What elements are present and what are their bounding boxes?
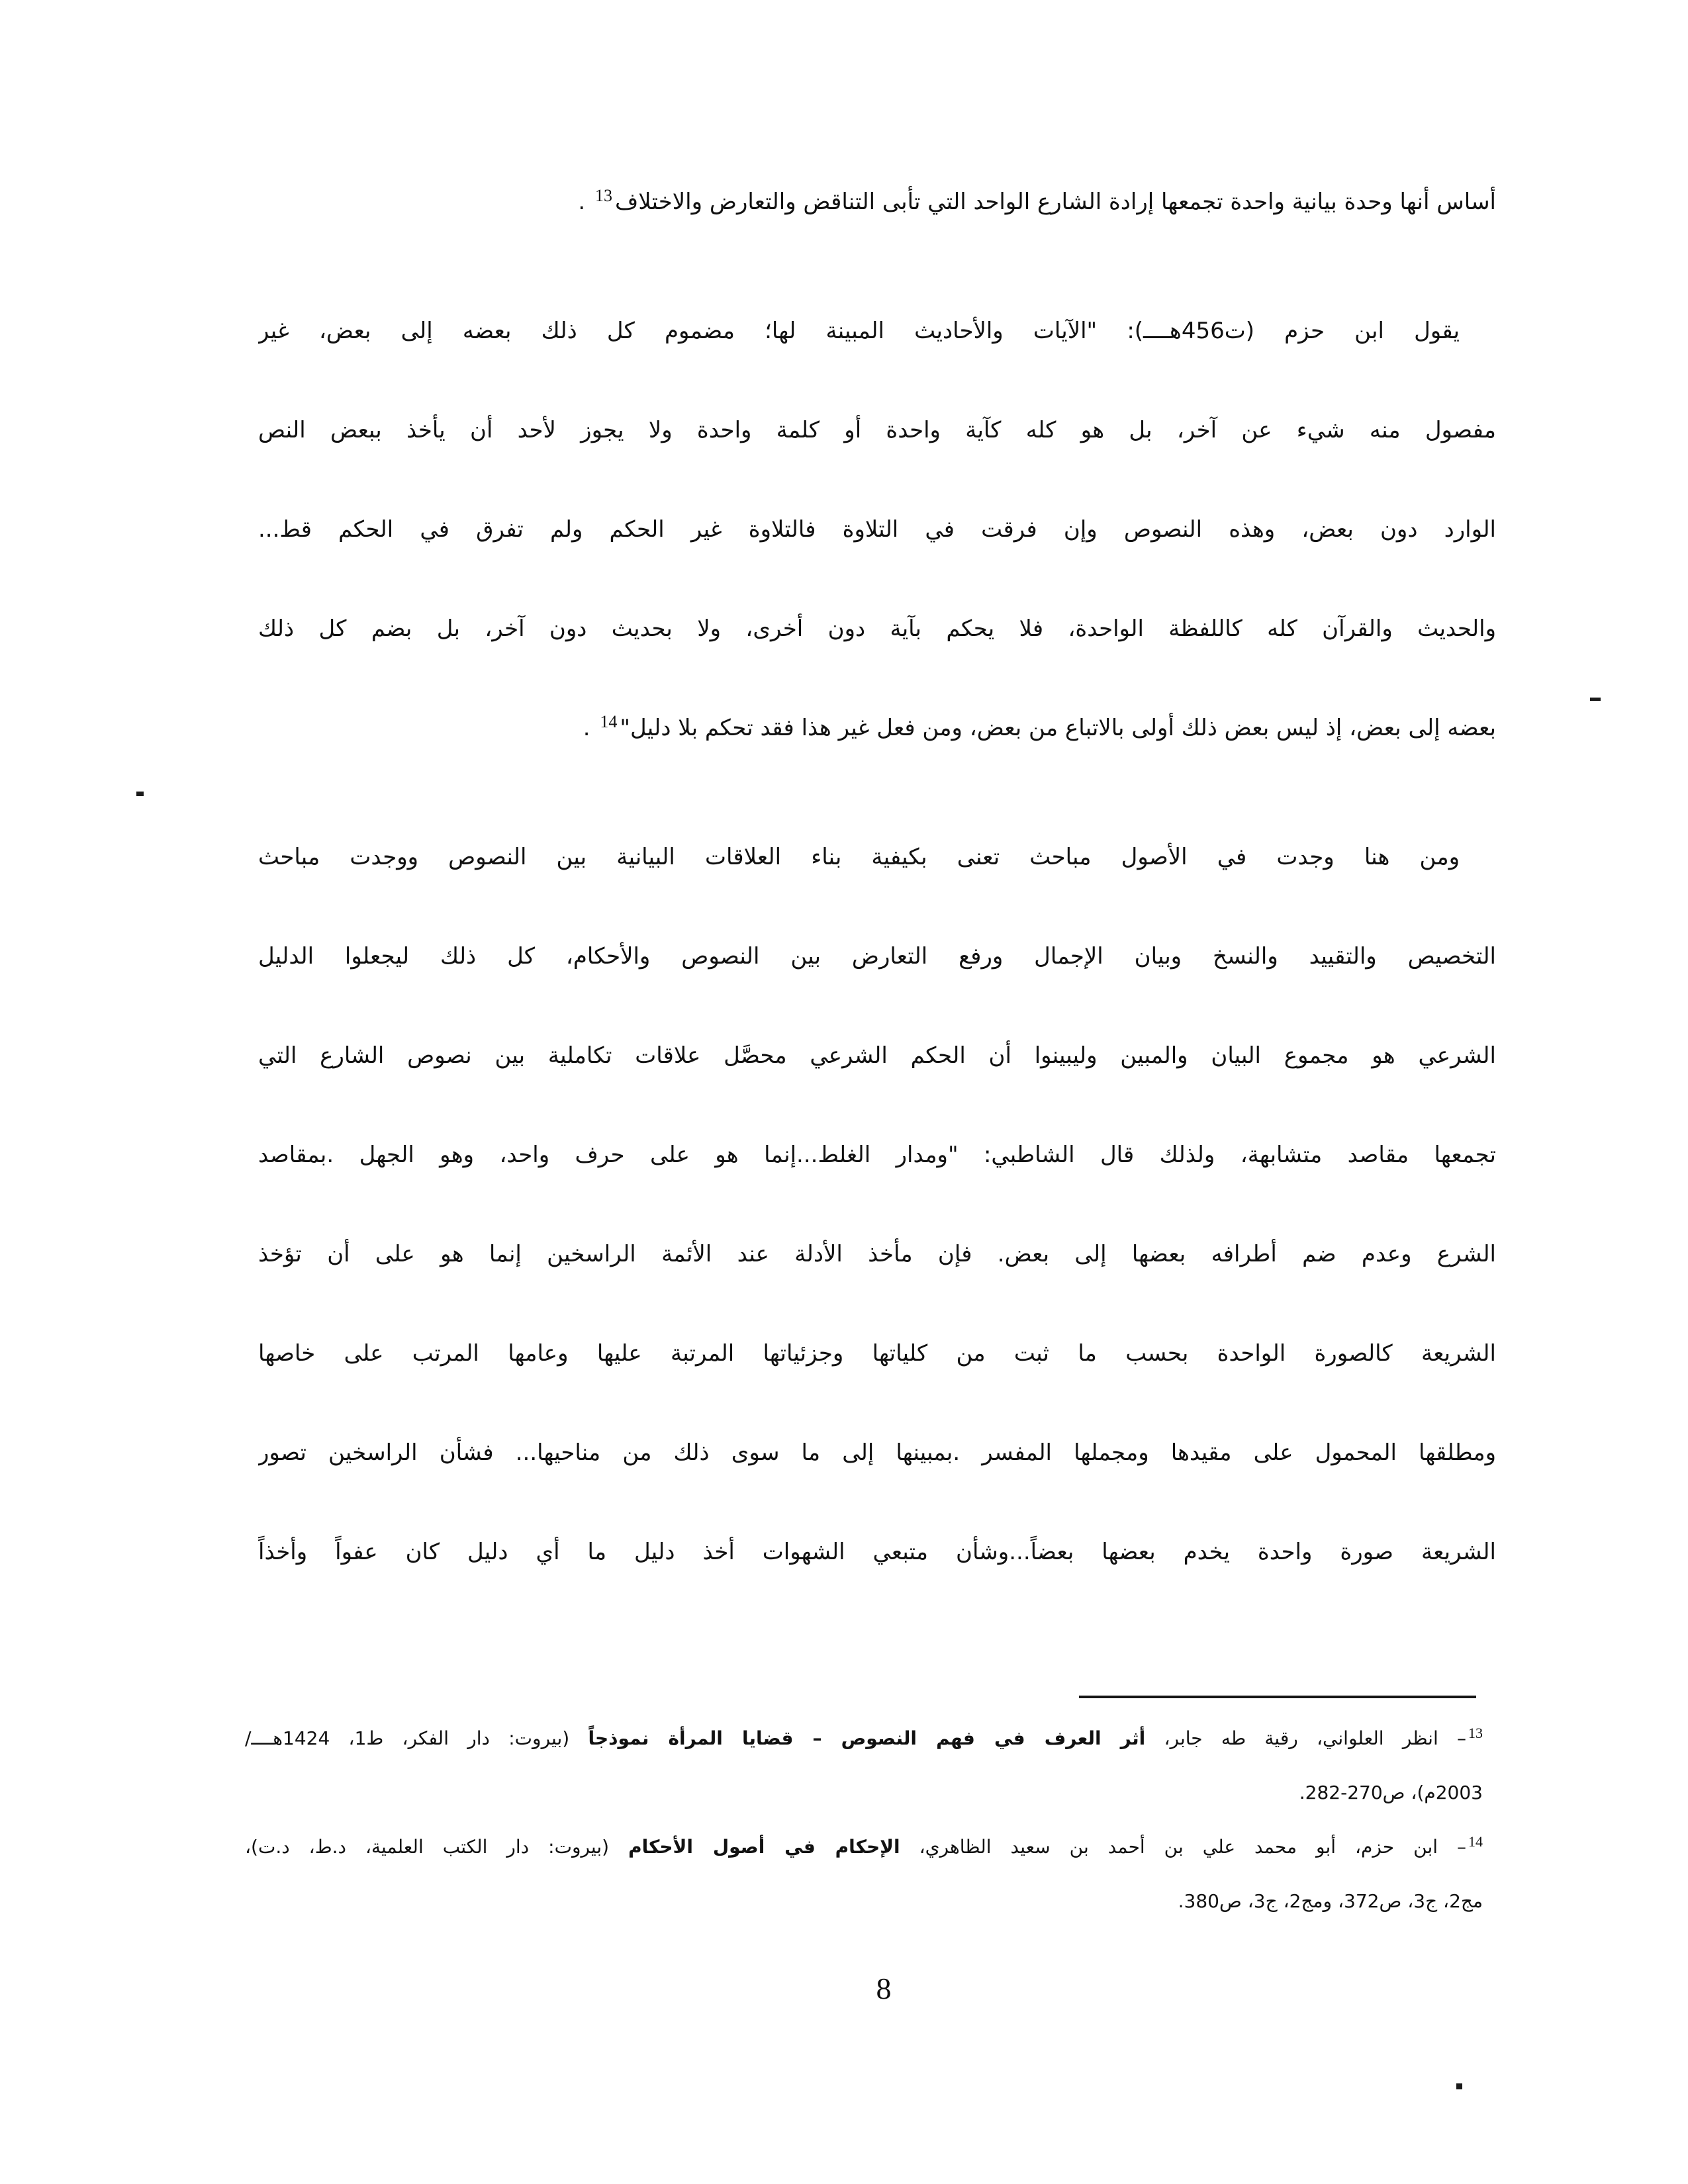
footnote-14-line-1 xyxy=(245,1820,1483,1874)
scan-artifact xyxy=(136,792,144,796)
text-line: والحديث والقرآن كله كاللفظة الواحدة، فلا يحكم بآية دون أخرى، ولا بحديث دون آخر، بل بضم كل ذلك xyxy=(258,615,1496,642)
text-line: ومن هنا وجدت في الأصول مباحث تعنى بكيفية بناء العلاقات البيانية بين النصوص ووجدت مباحث xyxy=(258,844,1460,870)
text-line: الشريعة صورة واحدة يخدم بعضها بعضاً...وشأن متبعي الشهوات أخذ دليل ما أي دليل كان عفواً وأخذاً xyxy=(258,1539,1496,1565)
paragraph-ibn-hazm-quote xyxy=(258,281,1496,778)
scan-artifact xyxy=(1590,698,1601,701)
text-line: يقول ابن حزم (ت456هــــ): "الآيات والأحاديث المبينة لها؛ مضموم كل ذلك بعضه إلى بعض، غير xyxy=(258,318,1460,344)
footnote-13-author: – انظر العلواني، رقية طه جابر، xyxy=(1145,1727,1467,1749)
footnote-14-marker: 14 xyxy=(1468,1833,1483,1850)
text-line: ومطلقها المحمول على مقيدها ومجملها المفسر .بمبينها إلى ما سوى ذلك من مناحيها... فشأن الراسخين تصور xyxy=(258,1439,1496,1466)
footnote-14-book-title: الإحكام في أصول الأحكام xyxy=(628,1836,900,1858)
text-line: الشريعة كالصورة الواحدة بحسب ما ثبت من كلياتها وجزئياتها المرتبة عليها وعامها المرتب على خاصها xyxy=(258,1340,1496,1367)
sentence-period: . xyxy=(583,715,598,741)
text-line: الوارد دون بعض، وهذه النصوص وإن فرقت في التلاوة فالتلاوة غير الحكم ولم تفرق في الحكم قط... xyxy=(258,516,1496,543)
text-line: مفصول منه شيء عن آخر، بل هو كله كآية واحدة أو كلمة واحدة ولا يجوز لأحد أن يأخذ ببعض النص xyxy=(258,417,1496,443)
footnote-13-line-2: 2003م)، ص270-282. xyxy=(1299,1782,1483,1803)
paragraph-usul-discussion xyxy=(258,807,1496,1602)
sentence-period: . xyxy=(578,189,592,215)
footnote-14-publisher: (بيروت: دار الكتب العلمية، د.ط، د.ت)، xyxy=(245,1836,629,1858)
text-line: تجمعها مقاصد متشابهة، ولذلك قال الشاطبي: "ومدار الغلط...إنما هو على حرف واحد، وهو الجهل .بمقاصد xyxy=(258,1142,1496,1168)
footnote-13-line-1 xyxy=(245,1711,1483,1766)
text-line xyxy=(258,678,1496,778)
text-line: الشرعي هو مجموع البيان والمبين وليبينوا أن الحكم الشرعي محصَّل علاقات تكاملية بين نصوص الشارع التي xyxy=(258,1042,1496,1069)
line-text: بعضه إلى بعض، إذ ليس بعض ذلك أولى بالاتباع من بعض، ومن فعل غير هذا فقد تحكم بلا دليل" xyxy=(620,715,1496,741)
footnote-13-marker: 13 xyxy=(1468,1724,1483,1741)
page-number: 8 xyxy=(876,1972,892,2005)
scan-artifact xyxy=(1456,2083,1462,2089)
main-text-block xyxy=(258,152,1496,1602)
footnote-14-author: – ابن حزم، أبو محمد علي بن أحمد بن سعيد الظاهري، xyxy=(900,1836,1466,1858)
footnote-ref-13: 13 xyxy=(594,185,612,205)
footnote-13-publisher: (بيروت: دار الفكر، ط1، 1424هــــ/ xyxy=(245,1727,588,1749)
footnotes-block xyxy=(245,1711,1483,1929)
footnote-separator xyxy=(1079,1696,1476,1698)
footnote-14-line-2: مج2، ج3، ص372، ومج2، ج3، ص380. xyxy=(1178,1890,1483,1912)
paragraph-continuation xyxy=(258,152,1496,251)
text-line xyxy=(258,152,1496,251)
text-line: التخصيص والتقييد والنسخ وبيان الإجمال ورفع التعارض بين النصوص والأحكام، كل ذلك ليجعلوا الدليل xyxy=(258,943,1496,970)
line-text: أساس أنها وحدة بيانية واحدة تجمعها إرادة الشارع الواحد التي تأبى التناقض والتعارض والاختلاف xyxy=(614,189,1496,215)
text-line: الشرع وعدم ضم أطرافه بعضها إلى بعض. فإن مأخذ الأدلة عند الأئمة الراسخين إنما هو على أن تؤخذ xyxy=(258,1241,1496,1267)
footnote-ref-14: 14 xyxy=(600,711,618,731)
footnote-13-book-title: أثر العرف في فهم النصوص – قضايا المرأة نموذجاً xyxy=(588,1727,1146,1749)
